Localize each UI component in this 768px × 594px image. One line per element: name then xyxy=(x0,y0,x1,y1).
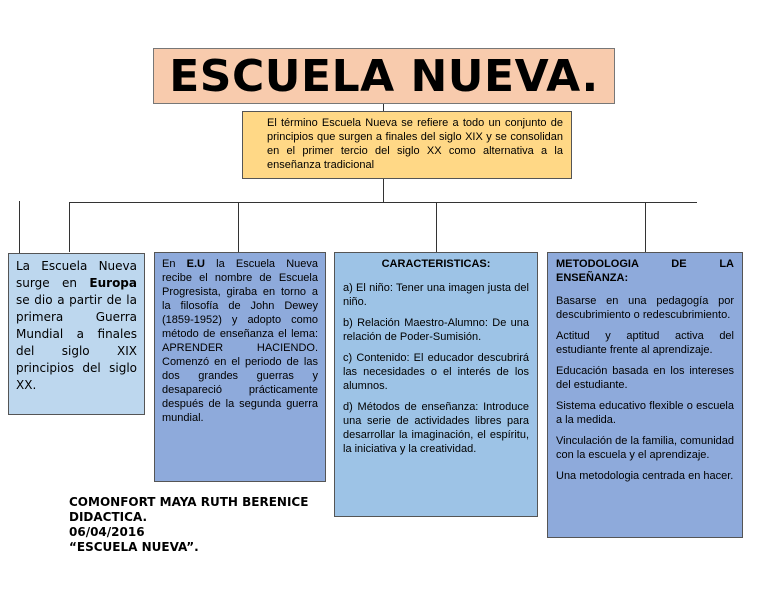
origin-europe-box xyxy=(8,253,145,415)
connector-box1 xyxy=(19,201,20,253)
work-title: “ESCUELA NUEVA”. xyxy=(69,540,199,554)
characteristic-item: a) El niño: Tener una imagen justa del niño. xyxy=(343,282,529,308)
intro-box xyxy=(242,111,572,179)
characteristic-item: b) Relación Maestro-Alumno: De una relación de Poder-Sumisión. xyxy=(343,317,529,343)
methodology-item: Vinculación de la familia, comunidad con la escuela y el aprendizaje. xyxy=(556,435,734,461)
characteristics-box xyxy=(334,252,538,517)
connector-intro-bus xyxy=(383,179,384,203)
usa-text-post: la Escuela Nueva recibe el nombre de Escuela Progresista, giraba en torno a la filosofía de John Dewey (1859-1952) y adopto como método de enseñanza el lema: APRENDER HACIENDO. Comenzó en el periodo de las dos grandes guerras y desapareció prácticamente después de la segunda guerra mundial. xyxy=(162,258,318,424)
connector-box4 xyxy=(645,202,646,252)
connector-box2 xyxy=(69,202,70,252)
author-name: COMONFORT MAYA RUTH BERENICE xyxy=(69,495,309,509)
methodology-item: Una metodologia centrada en hacer. xyxy=(556,470,734,482)
connector-title-intro xyxy=(383,104,384,111)
characteristic-item: c) Contenido: El educador descubrirá las necesidades o el interés de los alumnos. xyxy=(343,352,529,392)
characteristics-heading: CARACTERISTICAS: xyxy=(381,258,491,270)
connector-box3 xyxy=(238,202,239,252)
connector-horizontal-bus xyxy=(69,202,697,203)
date: 06/04/2016 xyxy=(69,525,145,539)
origin-text-pre: La Escuela Nueva surge en xyxy=(16,259,137,290)
origin-text-bold: Europa xyxy=(89,276,137,290)
usa-text-pre: En xyxy=(162,258,187,270)
methodology-item: Sistema educativo flexible o escuela a la medida. xyxy=(556,400,734,426)
methodology-box xyxy=(547,252,743,538)
methodology-item: Basarse en una pedagogía por descubrimiento o redescubrimiento. xyxy=(556,295,734,321)
methodology-item: Actitud y aptitud activa del estudiante frente al aprendizaje. xyxy=(556,330,734,356)
characteristic-item: d) Métodos de enseñanza: Introduce una serie de actividades libres para desarrollar la imaginación, el espíritu, la iniciativa y la creatividad. xyxy=(343,401,529,455)
title-box xyxy=(153,48,615,104)
usa-text-bold: E.U xyxy=(186,258,205,270)
intro-text: El término Escuela Nueva se refiere a todo un conjunto de principios que surgen a finales del siglo XIX y se consolidan en el primer tercio del siglo XX como alternativa a la enseñanza tradicional xyxy=(267,117,563,171)
connector-box3b xyxy=(436,202,437,252)
usa-progressive-box xyxy=(154,252,326,482)
author-footer xyxy=(69,495,308,555)
origin-text-post: se dio a partir de la primera Guerra Mundial a finales del siglo XIX principios del siglo XX. xyxy=(16,293,137,392)
methodology-item: Educación basada en los intereses del estudiante. xyxy=(556,365,734,391)
subject: DIDACTICA. xyxy=(69,510,148,524)
diagram-title: ESCUELA NUEVA. xyxy=(169,50,599,102)
methodology-heading: METODOLOGIA DE LA ENSEÑANZA: xyxy=(556,258,734,284)
